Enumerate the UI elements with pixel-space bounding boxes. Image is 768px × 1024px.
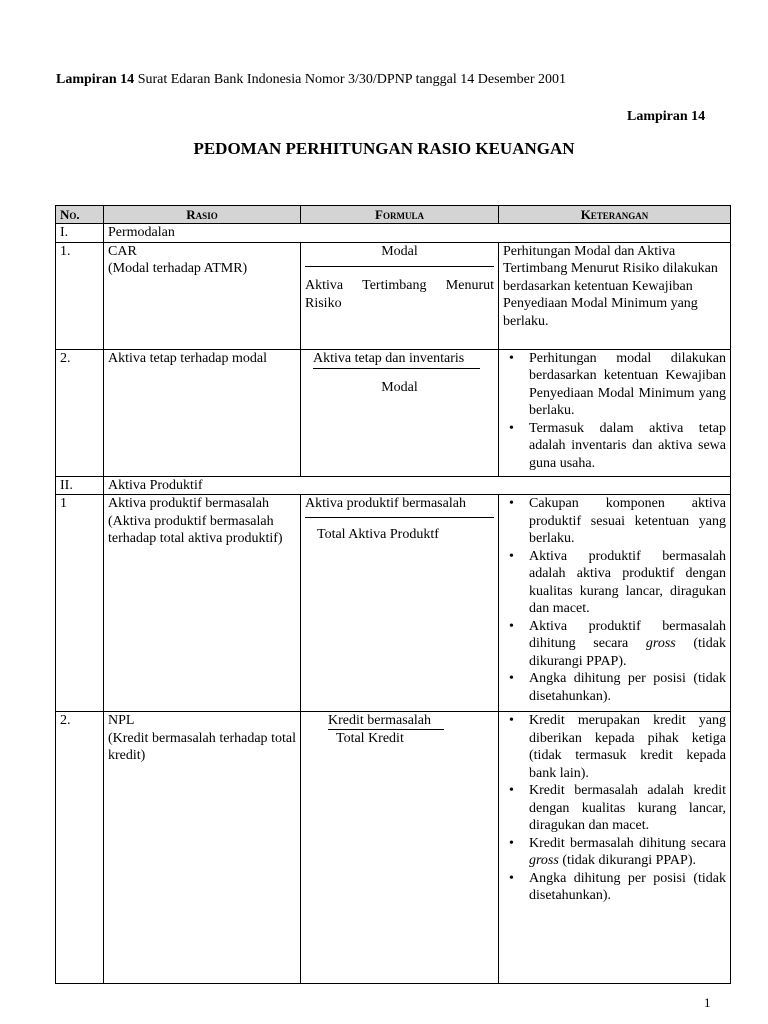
formula-numerator: Aktiva produktif bermasalah (305, 496, 466, 511)
notes-list (503, 712, 726, 905)
header-lampiran: Lampiran 14 (56, 72, 135, 87)
page-title: PEDOMAN PERHITUNGAN RASIO KEUANGAN (193, 139, 575, 158)
notes-list (503, 495, 726, 705)
fraction-line (305, 266, 494, 267)
formula-numerator: Modal (381, 243, 418, 259)
formula-denominator: Total Kredit (336, 730, 404, 746)
formula-denominator: Total Aktiva Produktf (317, 526, 439, 542)
note-item: • Kredit merupakan kredit yang diberikan kepada pihak ketiga (tidak termasuk kredit kepada bank lain). (503, 712, 726, 782)
section-row (56, 224, 731, 243)
ratio-table (55, 205, 731, 984)
row-formula (301, 242, 499, 349)
page-number: 1 (704, 995, 711, 1010)
section-name: Aktiva Produktif (104, 476, 731, 495)
table-row (56, 712, 731, 984)
fraction-line (313, 368, 480, 369)
row-formula (301, 349, 499, 476)
formula-denominator: Modal (381, 380, 418, 395)
header-formula: Formula (301, 206, 499, 224)
header-text: Surat Edaran Bank Indonesia Nomor 3/30/DPNP tanggal 14 Desember 2001 (134, 72, 567, 87)
header-no: No. (56, 206, 104, 224)
section-no: II. (56, 476, 104, 495)
note-item: • Aktiva produktif bermasalah adalah aktiva produktif dengan kualitas kurang lancar, diragukan dan macet. (503, 548, 726, 618)
row-rasio (104, 242, 301, 349)
row-formula (301, 495, 499, 712)
lampiran-label: Lampiran 14 (627, 109, 706, 124)
row-rasio: Aktiva tetap terhadap modal (104, 349, 301, 476)
row-no: 1. (56, 242, 104, 349)
document-header (56, 71, 566, 89)
formula-numerator: Kredit bermasalah (328, 713, 432, 728)
formula-numerator: Aktiva tetap dan inventaris (313, 350, 465, 366)
section-row (56, 476, 731, 495)
note-item: • Angka dihitung per posisi (tidak disetahunkan). (503, 670, 726, 705)
row-keterangan: Perhitungan Modal dan Aktiva Tertimbang Menurut Risiko dilakukan berdasarkan ketentuan Kewajiban Penyediaan Modal Minimum yang berlaku. (499, 242, 731, 349)
row-keterangan (499, 712, 731, 984)
row-rasio: Aktiva produktif bermasalah (Aktiva produktif bermasalah terhadap total aktiva produktif) (104, 495, 301, 712)
row-keterangan (499, 495, 731, 712)
row-no: 1 (56, 495, 104, 712)
notes-list (503, 350, 726, 473)
row-rasio (104, 712, 301, 984)
row-formula (301, 712, 499, 984)
formula-denominator: Aktiva Tertimbang Menurut Risiko (305, 278, 494, 311)
note-item: • Angka dihitung per posisi (tidak disetahunkan). (503, 870, 726, 905)
rasio-name: NPL (108, 713, 135, 728)
note-item: • Kredit bermasalah adalah kredit dengan kualitas kurang lancar, diragukan dan macet. (503, 782, 726, 835)
section-no: I. (56, 224, 104, 243)
row-no: 2. (56, 712, 104, 984)
note-item: • Cakupan komponen aktiva produktif sesuai ketentuan yang berlaku. (503, 495, 726, 548)
rasio-desc: (Modal terhadap ATMR) (108, 261, 248, 276)
rasio-desc: (Kredit bermasalah terhadap total kredit) (108, 730, 296, 763)
header-keterangan: Keterangan (499, 206, 731, 224)
note-item: • Termasuk dalam aktiva tetap adalah inventaris dan aktiva sewa guna usaha. (503, 420, 726, 473)
section-name: Permodalan (104, 224, 731, 243)
row-no: 2. (56, 349, 104, 476)
rasio-name: CAR (108, 243, 137, 259)
header-rasio: Rasio (104, 206, 301, 224)
table-row (56, 349, 731, 476)
table-row (56, 242, 731, 349)
table-header-row (56, 206, 731, 224)
table-row (56, 495, 731, 712)
fraction-line (305, 517, 494, 518)
row-keterangan (499, 349, 731, 476)
note-item: • Perhitungan modal dilakukan berdasarkan ketentuan Kewajiban Penyediaan Modal Minimum yang berlaku. (503, 350, 726, 420)
note-item: • Kredit bermasalah dihitung secara gross (tidak dikurangi PPAP). (503, 835, 726, 870)
note-item: • Aktiva produktif bermasalah dihitung secara gross (tidak dikurangi PPAP). (503, 618, 726, 671)
